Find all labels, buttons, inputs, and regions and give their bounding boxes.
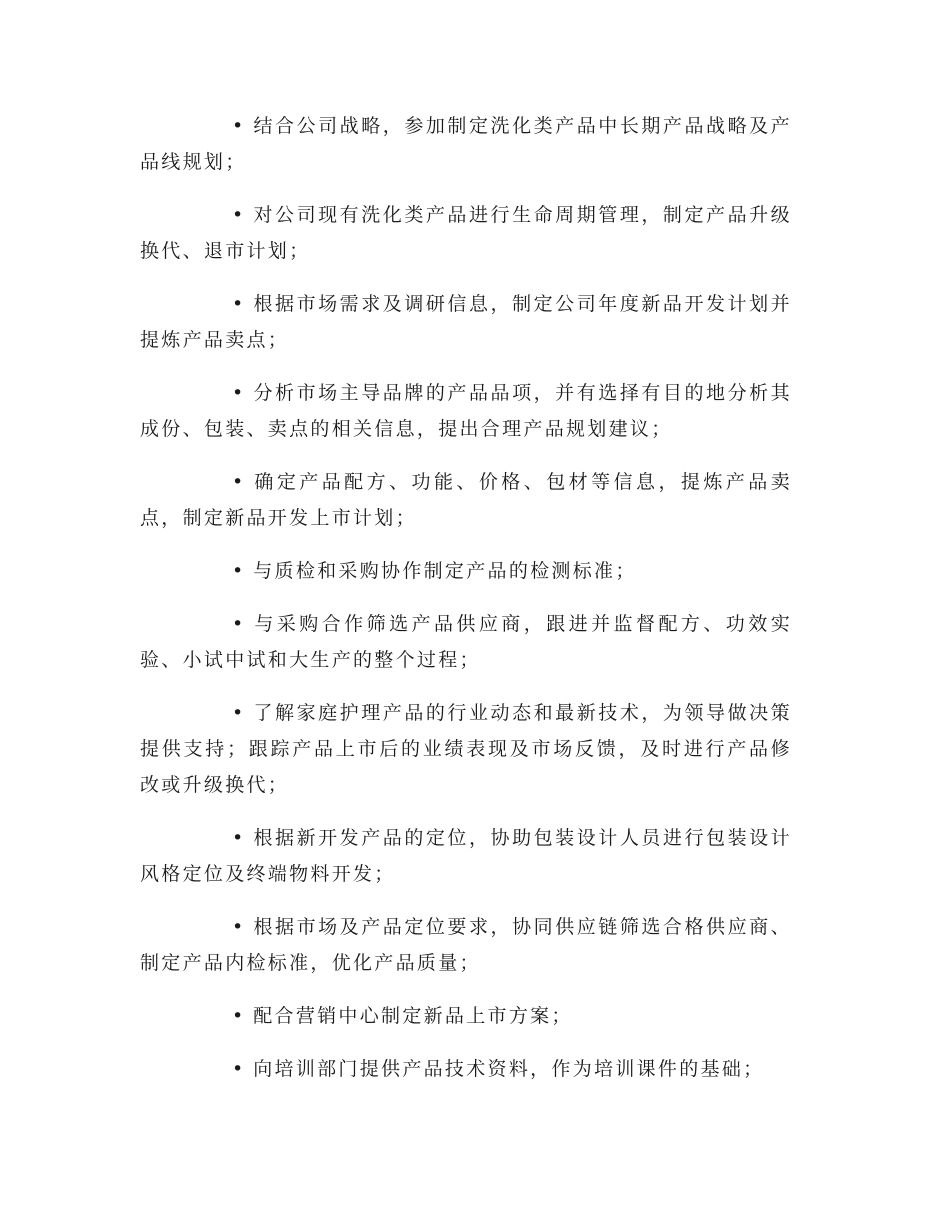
list-item <box>140 108 792 180</box>
list-item <box>140 820 792 892</box>
list-item-text: 向培训部门提供产品技术资料，作为培训课件的基础； <box>253 1058 765 1080</box>
bullet-icon: • <box>232 613 244 635</box>
duty-list <box>140 108 792 1104</box>
list-item-text: 配合营销中心制定新品上市方案； <box>253 1005 573 1027</box>
bullet-icon: • <box>232 702 244 724</box>
bullet-icon: • <box>232 471 244 493</box>
list-item-text: 与采购合作筛选产品供应商，跟进并监督配方、功效实验、小试中试和大生产的整个过程； <box>140 613 792 671</box>
list-item-text: 结合公司战略，参加制定洗化类产品中长期产品战略及产品线规划； <box>140 115 792 173</box>
list-item <box>140 286 792 358</box>
list-item <box>140 1051 792 1087</box>
bullet-icon: • <box>232 916 244 938</box>
list-item <box>140 464 792 536</box>
list-item-text: 分析市场主导品牌的产品品项，并有选择有目的地分析其成份、包装、卖点的相关信息，提出合理产品规划建议； <box>140 382 792 440</box>
bullet-icon: • <box>232 827 244 849</box>
list-item <box>140 197 792 269</box>
list-item-text: 根据市场需求及调研信息，制定公司年度新品开发计划并提炼产品卖点； <box>140 293 792 351</box>
bullet-icon: • <box>232 1005 244 1027</box>
list-item <box>140 606 792 678</box>
list-item-text: 确定产品配方、功能、价格、包材等信息，提炼产品卖点，制定新品开发上市计划； <box>140 471 792 529</box>
list-item-text: 了解家庭护理产品的行业动态和最新技术，为领导做决策提供支持；跟踪产品上市后的业绩表现及市场反馈，及时进行产品修改或升级换代； <box>140 702 792 796</box>
bullet-icon: • <box>232 293 244 315</box>
list-item-text: 根据新开发产品的定位，协助包装设计人员进行包装设计风格定位及终端物料开发； <box>140 827 792 885</box>
bullet-icon: • <box>232 560 244 582</box>
bullet-icon: • <box>232 204 244 226</box>
list-item <box>140 375 792 447</box>
list-item-text: 与质检和采购协作制定产品的检测标准； <box>253 560 637 582</box>
bullet-icon: • <box>232 1058 244 1080</box>
list-item <box>140 695 792 803</box>
list-item <box>140 909 792 981</box>
list-item <box>140 998 792 1034</box>
bullet-icon: • <box>232 115 244 137</box>
list-item <box>140 553 792 589</box>
list-item-text: 根据市场及产品定位要求，协同供应链筛选合格供应商、制定产品内检标准，优化产品质量； <box>140 916 792 974</box>
list-item-text: 对公司现有洗化类产品进行生命周期管理，制定产品升级换代、退市计划； <box>140 204 792 262</box>
bullet-icon: • <box>232 382 244 404</box>
